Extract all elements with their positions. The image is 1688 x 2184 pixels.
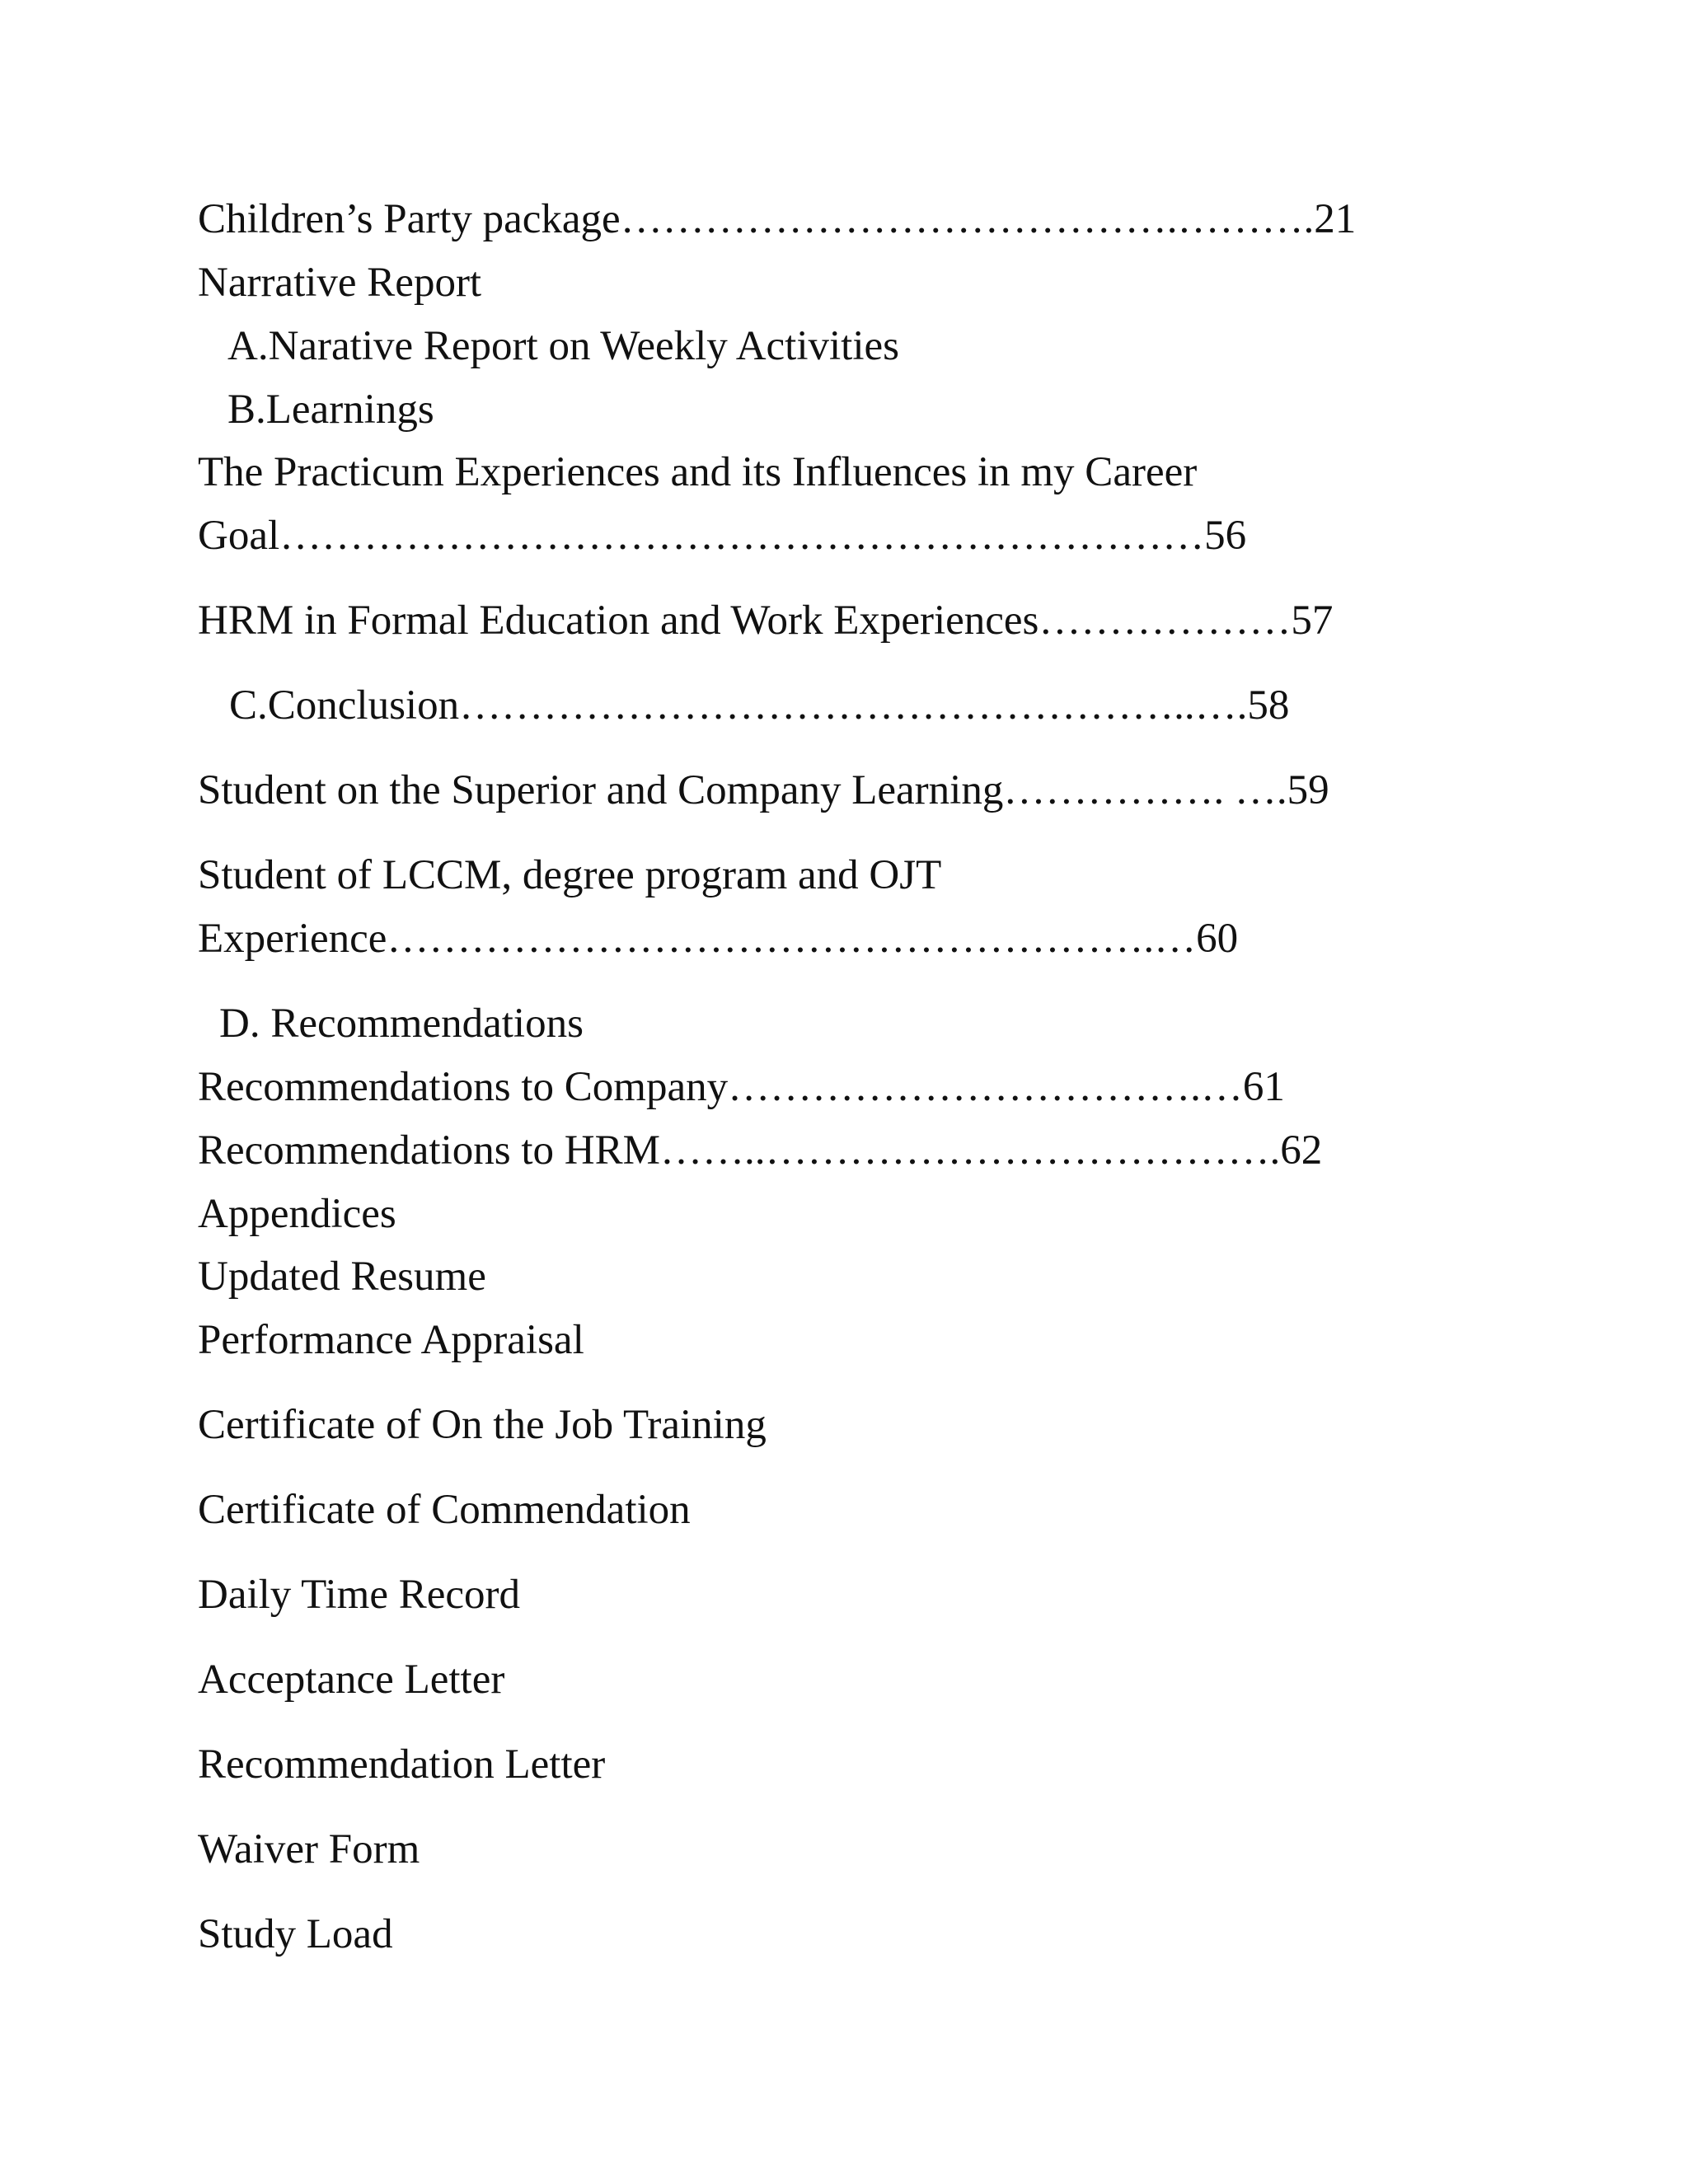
toc-entry-childrens-party: Children’s Party package………………………………….……….21 xyxy=(198,196,1357,242)
toc-entry-rec-company: Recommendations to Company…………………………….…61 xyxy=(198,1064,1285,1110)
toc-entry-updated-resume: Updated Resume xyxy=(198,1254,486,1300)
toc-entry-rec-hrm: Recommendations to HRM……..……………………………….62 xyxy=(198,1127,1323,1174)
toc-entry-learnings: B.Learnings xyxy=(227,387,434,433)
toc-entry-cert-commendation: Certificate of Commendation xyxy=(198,1487,691,1533)
toc-entry-study-load: Study Load xyxy=(198,1911,393,1957)
toc-entry-lccm-line1: Student of LCCM, degree program and OJT xyxy=(198,852,942,898)
toc-entry-recommendation-letter: Recommendation Letter xyxy=(198,1741,606,1788)
toc-entry-daily-time-record: Daily Time Record xyxy=(198,1572,520,1618)
toc-entry-waiver-form: Waiver Form xyxy=(198,1826,420,1872)
toc-entry-conclusion: C.Conclusion……………………………………………..….58 xyxy=(229,682,1290,729)
toc-entry-practicum-line2: Goal…………………………………………………………56 xyxy=(198,513,1247,559)
toc-entry-lccm-line2: Experience……………………………………………….…60 xyxy=(198,916,1239,962)
toc-entry-cert-ojt: Certificate of On the Job Training xyxy=(198,1402,767,1448)
toc-entry-narrative-weekly: A.Narative Report on Weekly Activities xyxy=(227,323,900,369)
toc-entry-hrm-formal: HRM in Formal Education and Work Experiences………………57 xyxy=(198,598,1334,644)
toc-entry-superior-company: Student on the Superior and Company Learning……………. ….59 xyxy=(198,767,1329,813)
toc-entry-performance-appraisal: Performance Appraisal xyxy=(198,1317,584,1363)
toc-entry-acceptance-letter: Acceptance Letter xyxy=(198,1657,505,1703)
toc-heading-narrative-report: Narrative Report xyxy=(198,260,482,306)
toc-heading-appendices: Appendices xyxy=(198,1191,396,1237)
toc-heading-recommendations: D. Recommendations xyxy=(219,1001,584,1047)
toc-entry-practicum-line1: The Practicum Experiences and its Influences in my Career xyxy=(198,449,1198,495)
